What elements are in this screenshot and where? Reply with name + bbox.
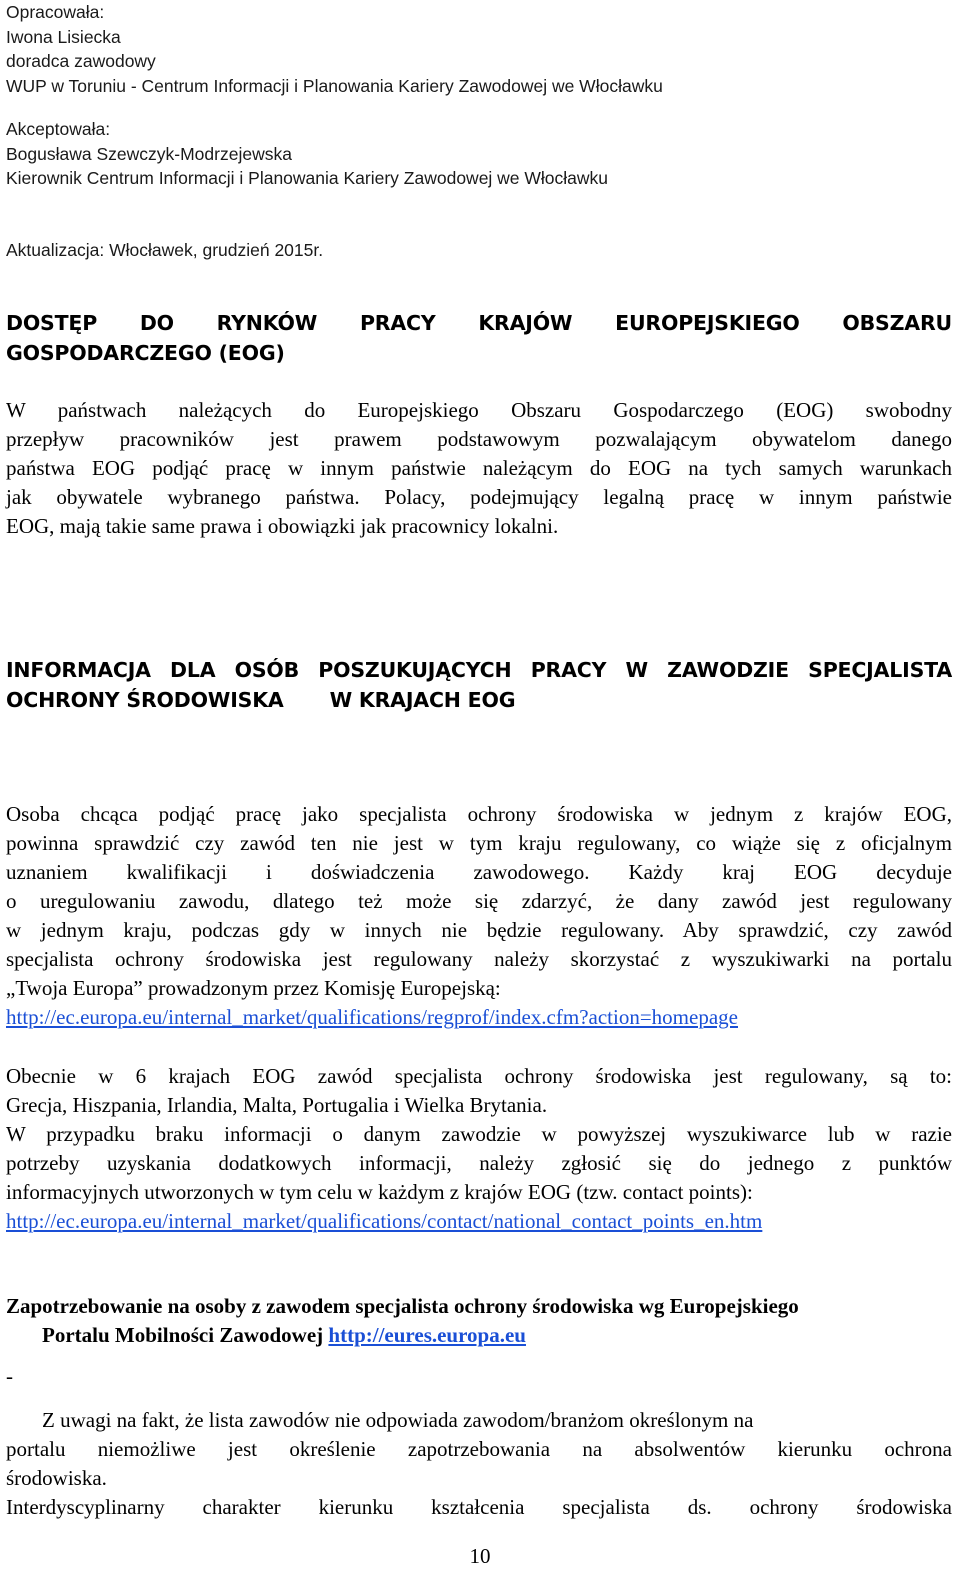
paragraph-line: Interdyscyplinarny charakter kierunku kształcenia specjalista ds. ochrony środowiska <box>6 1495 952 1519</box>
section1-heading-line2: GOSPODARCZEGO (EOG) <box>6 341 285 365</box>
section4-heading-line1: Zapotrzebowanie na osoby z zawodem specjalista ochrony środowiska wg Europejskiego <box>6 1294 799 1318</box>
section4-heading <box>6 1292 952 1350</box>
author-role: doradca zawodowy <box>6 51 156 71</box>
paragraph-line: „Twoja Europa” prowadzonym przez Komisję Europejską: <box>6 976 501 1000</box>
contact-link-line <box>6 1207 952 1236</box>
paragraph-line: powinna sprawdzić czy zawód ten nie jest w tym kraju regulowany, co wiąże się z oficjalnym <box>6 831 952 855</box>
section3-paragraph <box>6 1062 952 1236</box>
accepted-block <box>6 117 952 191</box>
paragraph-line: specjalista ochrony środowiska jest regulowany należy skorzystać z wyszukiwarki na portalu <box>6 947 952 971</box>
paragraph-line: W przypadku braku informacji o danym zawodzie w powyższej wyszukiwarce lub w razie <box>6 1122 952 1146</box>
paragraph-line: środowiska. <box>6 1466 107 1490</box>
paragraph-line: EOG, mają takie same prawa i obowiązki jak pracownicy lokalni. <box>6 514 559 538</box>
paragraph-line: Obecnie w 6 krajach EOG zawód specjalista ochrony środowiska jest regulowany, są to: <box>6 1064 952 1088</box>
dash-marker: - <box>6 1364 13 1388</box>
paragraph-line: informacyjnych utworzonych w tym celu w każdym z krajów EOG (tzw. contact points): <box>6 1180 753 1204</box>
paragraph-line: W państwach należących do Europejskiego Obszaru Gospodarczego (EOG) swobodny <box>6 398 952 422</box>
section2-heading-line1: INFORMACJA DLA OSÓB POSZUKUJĄCYCH PRACY W ZAWODZIE SPECJALISTA <box>6 658 952 682</box>
author-org: WUP w Toruniu - Centrum Informacji i Planowania Kariery Zawodowej we Włocławku <box>6 75 663 96</box>
update-line: Aktualizacja: Włocławek, grudzień 2015r. <box>6 240 324 260</box>
section4-heading-text: Portalu Mobilności Zawodowej <box>42 1323 324 1347</box>
paragraph-line: Z uwagi na fakt, że lista zawodów nie odpowiada zawodom/branżom określonym na <box>42 1408 754 1432</box>
author-label: Opracowała: <box>6 2 105 22</box>
accepted-role: Kierownik Centrum Informacji i Planowania Kariery Zawodowej we Włocławku <box>6 168 609 188</box>
author-block <box>6 0 952 98</box>
section2-heading-part-b: W KRAJACH EOG <box>329 688 516 712</box>
paragraph-line: Grecja, Hiszpania, Irlandia, Malta, Portugalia i Wielka Brytania. <box>6 1093 548 1117</box>
section1-paragraph <box>6 396 952 541</box>
paragraph-line: uznaniem kwalifikacji i doświadczenia zawodowego. Każdy kraj EOG decyduje <box>6 860 952 884</box>
section2-heading-line2 <box>6 685 952 715</box>
section1-heading <box>6 308 952 368</box>
paragraph-line: potrzeby uzyskania dodatkowych informacji, należy zgłosić się do jednego z punktów <box>6 1151 952 1175</box>
paragraph-line: w jednym kraju, podczas gdy w innych nie będzie regulowany. Aby sprawdzić, czy zawód <box>6 918 952 942</box>
section4-heading-line2 <box>6 1321 952 1350</box>
paragraph-line: jak obywatele wybranego państwa. Polacy, podejmujący legalną pracę w innym państwie <box>6 485 952 509</box>
accepted-label: Akceptowała: <box>6 119 111 139</box>
paragraph-line: Osoba chcąca podjąć pracę jako specjalista ochrony środowiska w jednym z krajów EOG, <box>6 802 952 826</box>
section2-paragraph <box>6 800 952 1032</box>
paragraph-line: przepływ pracowników jest prawem podstawowym pozwalającym obywatelom danego <box>6 427 952 451</box>
regprof-link-line <box>6 1003 952 1032</box>
section2-heading <box>6 655 952 715</box>
paragraph-line: o uregulowaniu zawodu, dlatego też może się zdarzyć, że dany zawód jest regulowany <box>6 889 952 913</box>
author-name: Iwona Lisiecka <box>6 26 121 47</box>
eures-link[interactable]: http://eures.europa.eu <box>328 1323 526 1347</box>
regprof-link[interactable]: http://ec.europa.eu/internal_market/qualifications/regprof/index.cfm?action=homepage <box>6 1005 738 1029</box>
paragraph-line: państwa EOG podjąć pracę w innym państwie należącym do EOG na tych samych warunkach <box>6 456 952 480</box>
section4-paragraph <box>6 1406 952 1522</box>
accepted-name: Bogusława Szewczyk-Modrzejewska <box>6 143 292 164</box>
section1-heading-line1: DOSTĘP DO RYNKÓW PRACY KRAJÓW EUROPEJSKIEGO OBSZARU <box>6 311 952 335</box>
contact-points-link[interactable]: http://ec.europa.eu/internal_market/qualifications/contact/national_contact_points_en.htm <box>6 1209 763 1233</box>
section2-heading-part-a: OCHRONY ŚRODOWISKA <box>6 688 284 712</box>
paragraph-line: portalu niemożliwe jest określenie zapotrzebowania na absolwentów kierunku ochrona <box>6 1437 952 1461</box>
page-number: 10 <box>469 1544 491 1568</box>
